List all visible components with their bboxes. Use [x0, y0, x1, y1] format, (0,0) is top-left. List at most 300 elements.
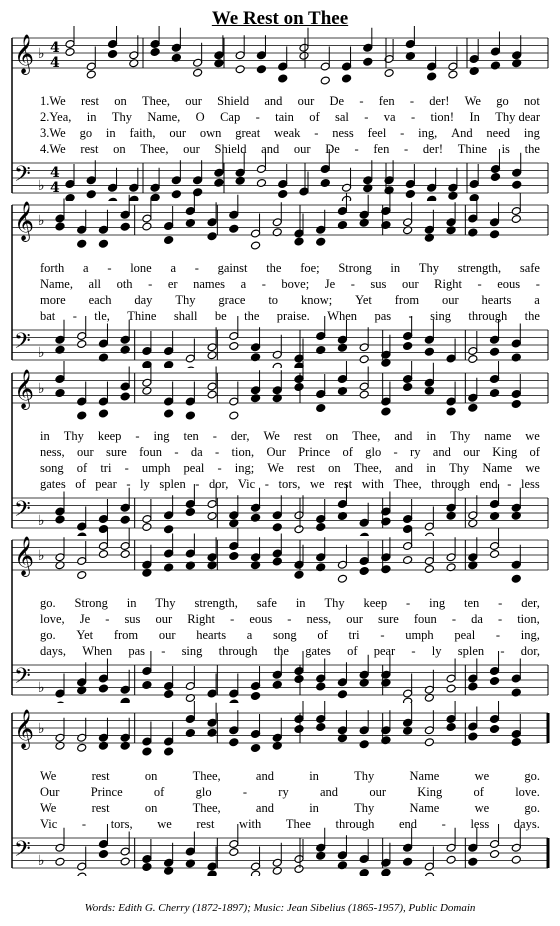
lyric-syllable: less — [520, 477, 540, 491]
lyric-line — [40, 308, 540, 324]
note-head — [359, 869, 369, 876]
note-head — [120, 392, 130, 401]
note-head — [185, 508, 195, 517]
lyric-syllable: - — [350, 277, 355, 291]
lyric-syllable: Thy — [449, 461, 470, 475]
lyric-syllable: rest — [80, 142, 99, 156]
note-head — [490, 347, 500, 356]
lyric-line — [40, 643, 540, 659]
lyric-syllable: keep — [97, 429, 122, 443]
lyric-syllable: va — [383, 110, 396, 124]
lyric-syllable: In — [469, 110, 480, 124]
lyric-syllable: of — [473, 785, 484, 799]
note-head — [251, 744, 261, 753]
note-head — [448, 70, 458, 79]
treble-staff — [12, 528, 548, 583]
lyric-syllable: strength, — [457, 261, 502, 275]
note-head — [98, 409, 108, 418]
note-head — [256, 179, 266, 188]
lyric-syllable: 2.Yea, — [40, 110, 72, 124]
lyric-syllable: be — [214, 309, 227, 323]
lyric-syllable: - — [409, 94, 415, 108]
lyric-syllable: Thy — [111, 110, 132, 124]
lyric-syllable: Thee — [285, 817, 311, 831]
lyric-syllable: in — [126, 596, 137, 610]
lyric-syllable: in — [86, 110, 97, 124]
lyric-syllable: and — [261, 142, 280, 156]
lyric-syllable: keep — [363, 596, 388, 610]
lyric-syllable: Shield — [214, 142, 247, 156]
lyric-line — [40, 768, 540, 784]
treble-clef-icon: 𝄞 — [14, 201, 35, 241]
lyric-syllable: Right — [187, 612, 216, 626]
lyric-syllable: our — [76, 445, 94, 459]
lyric-syllable: splen — [159, 477, 186, 491]
lyric-syllable: Cap — [220, 110, 241, 124]
note-head — [511, 574, 521, 583]
lyric-syllable: rest — [334, 477, 353, 491]
lyric-syllable: on — [144, 801, 158, 815]
note-head — [294, 865, 304, 874]
lyric-syllable: Vic — [237, 477, 256, 491]
lyric-syllable: pear — [373, 644, 396, 658]
lyric-syllable: ing — [523, 126, 540, 140]
lyric-syllable: peal — [183, 461, 205, 475]
lyric-syllable: and — [264, 94, 283, 108]
lyric-syllable: in — [390, 261, 401, 275]
lyric-syllable: Name — [409, 769, 440, 783]
note-head — [251, 241, 261, 250]
lyric-syllable: - — [393, 445, 398, 459]
note-head — [229, 342, 239, 351]
note-head — [164, 690, 174, 699]
note-head — [120, 857, 130, 866]
lyric-syllable: weak — [274, 126, 301, 140]
lyric-syllable: days. — [513, 817, 540, 831]
time-signature-top: 4 — [50, 165, 60, 181]
lyric-syllable: in — [309, 801, 319, 815]
lyric-syllable: And — [451, 126, 473, 140]
lyric-syllable: a — [240, 277, 247, 291]
note-head — [424, 872, 434, 876]
bass-clef-icon: 𝄢 — [14, 162, 31, 192]
lyric-syllable: - — [507, 477, 512, 491]
lyric-syllable: Our — [266, 445, 286, 459]
lyric-syllable: sing — [181, 644, 203, 658]
lyric-syllable: Thee, — [140, 142, 169, 156]
lyric-syllable: ness, — [40, 445, 65, 459]
lyric-syllable: in — [426, 429, 437, 443]
lyric-syllable: praise. — [276, 309, 310, 323]
lyric-syllable: umph — [405, 628, 434, 642]
time-signature-top: 4 — [50, 40, 60, 56]
note-head — [207, 232, 217, 241]
lyric-syllable: tain — [275, 110, 294, 124]
lyric-syllable: rest — [91, 801, 110, 815]
lyric-syllable: is — [501, 142, 510, 156]
hymn-title: We Rest on Thee — [211, 8, 349, 29]
note-head — [229, 552, 239, 561]
lyric-syllable: Name, — [40, 277, 73, 291]
note-head — [185, 411, 195, 420]
note-head — [164, 409, 174, 418]
lyric-line — [40, 816, 540, 832]
treble-clef-icon: 𝄞 — [14, 709, 35, 749]
lyric-syllable: in — [426, 461, 436, 475]
lyrics-block — [40, 768, 540, 832]
lyric-syllable: sure — [377, 612, 399, 626]
lyric-syllable: names — [193, 277, 226, 291]
note-head — [164, 747, 174, 756]
lyric-syllable: foe; — [300, 261, 320, 275]
flat-key-signature-icon: ♭ — [38, 46, 45, 62]
lyric-syllable: peal — [454, 628, 476, 642]
lyric-syllable: - — [255, 110, 260, 124]
lyric-syllable: on — [144, 769, 158, 783]
lyric-syllable: dor, — [520, 644, 540, 658]
lyric-syllable: lone — [130, 261, 152, 275]
lyric-line — [40, 260, 540, 276]
treble-clef-icon: 𝄞 — [14, 536, 35, 576]
lyric-syllable: ry — [278, 785, 289, 799]
lyric-line — [40, 292, 540, 308]
lyric-syllable: forth — [40, 261, 65, 275]
bass-clef-icon: 𝄢 — [14, 664, 31, 694]
note-head — [294, 383, 304, 392]
lyric-syllable: ing, — [520, 628, 540, 642]
note-head — [229, 411, 239, 420]
lyric-syllable: on — [328, 461, 341, 475]
lyric-syllable: - — [404, 142, 409, 156]
note-head — [381, 868, 391, 876]
lyric-syllable: Name — [409, 801, 440, 815]
note-head — [120, 515, 130, 524]
note-head — [490, 550, 500, 559]
time-signature-bottom: 4 — [50, 55, 60, 71]
bass-clef-icon: 𝄢 — [14, 837, 31, 867]
lyric-syllable: rest — [296, 461, 315, 475]
note-head — [446, 855, 456, 864]
lyric-syllable: a — [534, 293, 540, 307]
lyrics-block — [40, 595, 540, 659]
lyric-syllable: 1.We — [40, 94, 66, 108]
lyric-syllable: a — [246, 628, 253, 642]
flat-key-signature-icon: ♭ — [38, 381, 45, 397]
lyric-syllable: days, — [40, 644, 67, 658]
note-head — [403, 556, 413, 565]
lyric-syllable: and — [394, 461, 414, 475]
lyric-syllable: - — [161, 644, 166, 658]
lyric-syllable: Thy — [354, 801, 375, 815]
lyric-syllable: and — [432, 445, 451, 459]
note-head — [65, 48, 75, 57]
lyric-syllable: Prince — [298, 445, 331, 459]
note-head — [424, 565, 434, 574]
note-head — [251, 692, 261, 701]
lyric-syllable: in — [40, 429, 50, 443]
note-head — [150, 48, 160, 57]
lyric-syllable: of — [347, 644, 358, 658]
lyric-syllable: song — [40, 461, 64, 475]
lyric-syllable: - — [148, 277, 153, 291]
lyric-syllable: we — [525, 429, 540, 443]
note-head — [142, 681, 152, 690]
lyric-syllable: When — [82, 644, 113, 658]
lyric-syllable: rest — [293, 429, 312, 443]
note-head — [316, 237, 326, 246]
lyric-syllable: tri — [348, 628, 360, 642]
lyric-syllable: we — [157, 817, 172, 831]
lyric-syllable: eous — [249, 612, 273, 626]
note-head — [185, 729, 195, 738]
note-head — [511, 400, 521, 409]
note-head — [468, 682, 478, 691]
lyric-syllable: safe — [256, 596, 277, 610]
note-head — [229, 224, 239, 233]
lyric-syllable: hearts — [196, 628, 227, 642]
flat-key-signature-icon: ♭ — [38, 853, 45, 869]
lyric-syllable: a — [170, 261, 177, 275]
note-head — [468, 857, 478, 866]
lyric-syllable: through — [218, 644, 258, 658]
treble-staff — [12, 193, 548, 250]
lyric-line — [40, 460, 540, 476]
lyric-syllable: our — [346, 612, 363, 626]
note-head — [511, 738, 521, 747]
lyric-syllable: - — [105, 612, 110, 626]
note-head — [316, 404, 326, 413]
lyric-syllable: - — [477, 277, 482, 291]
note-head — [512, 180, 522, 189]
lyric-syllable: go — [79, 126, 93, 140]
note-head — [403, 857, 413, 866]
credit-line: Words: Edith G. Cherry (1872-1897); Music: Jean Sibelius (1865-1957), Public Domain — [84, 902, 476, 914]
lyric-syllable: De — [325, 142, 340, 156]
note-head — [229, 738, 239, 747]
note-head — [77, 872, 87, 876]
lyric-syllable: ing — [429, 596, 446, 610]
note-head — [294, 237, 304, 246]
lyric-syllable: - — [264, 477, 269, 491]
lyric-syllable: pas — [128, 644, 145, 658]
lyric-syllable: we — [474, 769, 490, 783]
lyric-syllable: go. — [524, 769, 540, 783]
lyric-syllable: ly — [431, 644, 442, 658]
lyric-syllable: of — [529, 445, 540, 459]
lyric-syllable: Name — [482, 461, 513, 475]
note-head — [446, 684, 456, 693]
note-head — [98, 684, 108, 693]
lyric-syllable: own — [199, 126, 222, 140]
lyric-syllable: - — [535, 277, 540, 291]
lyric-syllable: ness, — [306, 612, 332, 626]
lyric-syllable: our — [463, 445, 480, 459]
note-head — [120, 222, 130, 231]
lyric-syllable: We — [267, 461, 284, 475]
note-head — [403, 342, 413, 351]
note-head — [77, 571, 87, 580]
note-head — [316, 723, 326, 732]
note-head — [98, 850, 108, 859]
note-head — [511, 688, 521, 697]
treble-staff — [12, 361, 548, 420]
lyric-syllable: - — [126, 477, 131, 491]
note-head — [316, 346, 326, 355]
lyric-syllable: - — [495, 628, 501, 642]
lyric-line — [40, 109, 540, 125]
lyric-syllable: need — [486, 126, 511, 140]
lyric-syllable: tle, — [94, 309, 110, 323]
lyric-syllable: sing — [430, 309, 451, 323]
lyric-syllable: go. — [524, 801, 540, 815]
lyric-syllable: - — [230, 612, 235, 626]
lyric-syllable: - — [124, 461, 129, 475]
lyric-syllable: Thy — [354, 769, 375, 783]
lyric-syllable: Thine — [127, 309, 157, 323]
note-head — [490, 725, 500, 734]
lyric-syllable: with — [361, 477, 384, 491]
lyric-syllable: song — [273, 628, 297, 642]
lyric-syllable: rest — [196, 817, 215, 831]
lyric-syllable: - — [212, 429, 217, 443]
lyric-syllable: in — [105, 126, 116, 140]
lyric-syllable: Thy — [450, 429, 471, 443]
lyric-line — [40, 141, 540, 157]
note-head — [320, 76, 330, 85]
lyric-syllable: name — [484, 429, 512, 443]
lyric-syllable: da — [190, 445, 203, 459]
note-head — [98, 239, 108, 248]
lyric-syllable: Thy — [324, 596, 345, 610]
lyric-syllable: ten — [183, 429, 199, 443]
lyric-syllable: on — [114, 94, 127, 108]
note-head — [294, 725, 304, 734]
lyrics-block — [40, 428, 540, 492]
bass-clef-icon: 𝄢 — [14, 329, 31, 359]
lyric-syllable: Thee, — [393, 477, 422, 491]
note-head — [320, 179, 330, 188]
lyric-syllable: Thee, — [353, 461, 382, 475]
lyric-syllable: 4.We — [40, 142, 66, 156]
lyric-syllable: gates — [305, 644, 331, 658]
note-head — [511, 215, 521, 224]
note-head — [55, 515, 65, 524]
lyric-syllable: of — [76, 461, 88, 475]
lyric-syllable: sus — [370, 277, 387, 291]
lyric-syllable: and — [255, 801, 274, 815]
lyric-syllable: rest — [80, 94, 100, 108]
lyric-syllable: - — [500, 644, 505, 658]
lyric-syllable: our — [155, 612, 173, 626]
lyric-syllable: our — [297, 94, 315, 108]
note-head — [359, 390, 369, 399]
lyric-syllable: Je — [324, 277, 336, 291]
lyric-syllable: - — [408, 309, 413, 323]
note-head — [316, 682, 326, 691]
lyric-syllable: - — [107, 261, 112, 275]
note-head — [207, 390, 217, 399]
lyric-syllable: love. — [515, 785, 540, 799]
lyric-syllable: rest — [91, 769, 110, 783]
lyric-syllable: gainst — [217, 261, 248, 275]
lyric-syllable: pas — [374, 309, 392, 323]
lyric-syllable: Strong — [338, 261, 372, 275]
lyric-syllable: less — [470, 817, 490, 831]
note-head — [77, 411, 87, 420]
lyric-syllable: der, — [230, 429, 250, 443]
time-signature-bottom: 4 — [50, 180, 60, 196]
bass-clef-icon: 𝄢 — [14, 497, 31, 527]
note-head — [468, 403, 478, 412]
lyric-syllable: through — [468, 309, 508, 323]
lyric-syllable: gates — [40, 477, 66, 491]
lyric-syllable: with — [239, 817, 262, 831]
lyric-syllable: - — [359, 94, 364, 108]
note-head — [98, 550, 108, 559]
lyric-line — [40, 476, 540, 492]
lyrics-block — [40, 260, 540, 324]
lyric-line — [40, 93, 540, 109]
lyric-syllable: ing — [153, 429, 170, 443]
lyric-syllable: ry — [410, 445, 421, 459]
lyric-syllable: the — [524, 142, 540, 156]
lyric-syllable: glo — [365, 445, 382, 459]
lyric-syllable: Vic — [40, 817, 58, 831]
lyric-syllable: bat — [40, 309, 56, 323]
note-head — [424, 347, 434, 356]
note-head — [359, 740, 369, 749]
flat-key-signature-icon: ♭ — [38, 680, 45, 696]
lyric-syllable: we — [525, 461, 540, 475]
lyric-syllable: Thy — [155, 596, 176, 610]
note-head — [77, 743, 87, 752]
lyric-syllable: from — [113, 628, 139, 642]
lyric-syllable: tion, — [231, 445, 255, 459]
lyric-syllable: sure — [105, 445, 127, 459]
lyric-syllable: - — [400, 126, 405, 140]
lyric-syllable: der! — [429, 94, 450, 108]
lyric-syllable: tors, — [110, 817, 133, 831]
lyric-syllable: ten — [463, 596, 480, 610]
treble-clef-icon: 𝄞 — [14, 369, 35, 409]
lyric-syllable: go. — [40, 596, 56, 610]
lyric-syllable: sal — [334, 110, 349, 124]
lyric-syllable: each — [88, 293, 112, 307]
flat-key-signature-icon: ♭ — [38, 213, 45, 229]
note-head — [256, 65, 266, 74]
lyric-syllable: King — [417, 785, 443, 799]
note-head — [278, 74, 288, 83]
lyric-syllable: the — [273, 644, 289, 658]
note-head — [251, 870, 261, 876]
note-head — [142, 863, 152, 872]
lyric-syllable: - — [380, 628, 385, 642]
lyric-syllable: - — [215, 445, 220, 459]
lyric-syllable: safe — [519, 261, 540, 275]
lyric-syllable: grace — [218, 293, 246, 307]
lyric-syllable: hearts — [481, 293, 512, 307]
note-head — [490, 850, 500, 859]
treble-clef-icon: 𝄞 — [14, 34, 35, 74]
lyric-syllable: fen — [373, 142, 390, 156]
treble-staff — [12, 701, 548, 756]
note-head — [77, 239, 87, 248]
lyric-syllable: shall — [173, 309, 198, 323]
note-head — [446, 723, 456, 732]
lyric-syllable: our — [369, 785, 386, 799]
lyric-syllable: ly — [140, 477, 150, 491]
lyric-syllable: great — [235, 126, 261, 140]
